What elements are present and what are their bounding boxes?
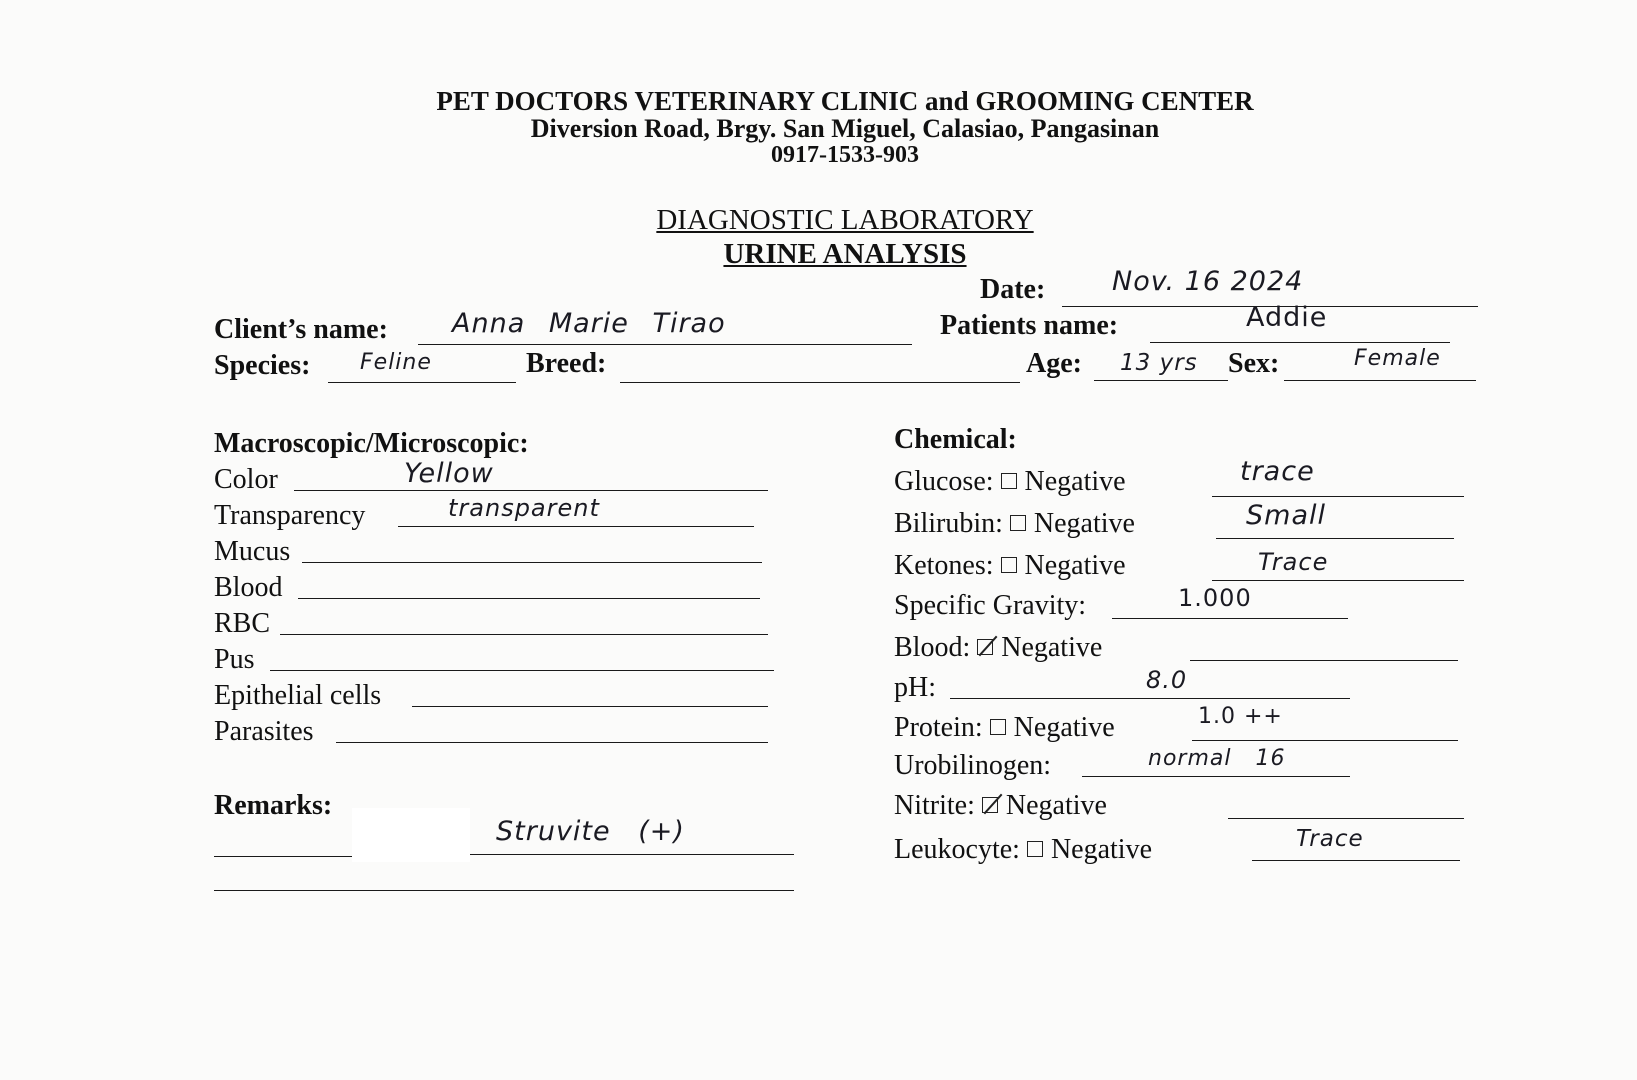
parasites-line[interactable] — [336, 742, 768, 743]
leukocyte-negative-checkbox[interactable] — [1027, 841, 1043, 857]
specific-gravity-value: 1.000 — [1178, 584, 1252, 612]
pus-line[interactable] — [270, 670, 774, 671]
protein-label — [894, 712, 1115, 744]
client-name-value: Anna Marie Tirao — [452, 308, 726, 339]
nitrite-name: Nitrite: — [894, 790, 975, 821]
breed-label: Breed: — [526, 348, 607, 379]
epithelial-cells-label: Epithelial cells — [214, 680, 382, 711]
ph-line[interactable] — [950, 698, 1350, 699]
pus-label: Pus — [214, 644, 255, 675]
age-label: Age: — [1026, 348, 1082, 379]
bilirubin-negative-text: Negative — [1033, 508, 1135, 539]
ketones-line[interactable] — [1212, 580, 1464, 581]
protein-name: Protein: — [894, 712, 983, 743]
parasites-label: Parasites — [214, 716, 314, 747]
specific-gravity-label: Specific Gravity: — [894, 590, 1087, 621]
species-label: Species: — [214, 350, 311, 381]
remarks-label: Remarks: — [214, 790, 333, 821]
date-value: Nov. 16 2024 — [1112, 266, 1304, 297]
client-name-line[interactable] — [418, 344, 912, 345]
protein-value: 1.0 ++ — [1198, 704, 1283, 729]
macro-heading: Macroscopic/Microscopic: — [214, 428, 529, 459]
breed-line[interactable] — [620, 382, 1020, 383]
specific-gravity-line[interactable] — [1112, 618, 1348, 619]
bilirubin-line[interactable] — [1216, 538, 1454, 539]
sex-line[interactable] — [1284, 380, 1476, 381]
client-name-label: Client’s name: — [214, 314, 388, 345]
date-label: Date: — [980, 274, 1046, 305]
patient-name-label: Patients name: — [940, 310, 1119, 341]
patient-name-line[interactable] — [1150, 342, 1450, 343]
ketones-negative-text: Negative — [1024, 550, 1126, 581]
redaction-patch — [352, 808, 470, 862]
glucose-name: Glucose: — [894, 466, 994, 497]
age-value: 13 yrs — [1120, 350, 1198, 376]
clinic-address: Diversion Road, Brgy. San Miguel, Calasiao, Pangasinan — [530, 114, 1160, 143]
glucose-value: trace — [1240, 456, 1315, 487]
bilirubin-name: Bilirubin: — [894, 508, 1003, 539]
leukocyte-name: Leukocyte: — [894, 834, 1020, 865]
chemical-heading: Chemical: — [894, 424, 1017, 455]
color-line[interactable] — [294, 490, 768, 491]
bilirubin-label — [894, 508, 1135, 540]
ketones-negative-checkbox[interactable] — [1001, 557, 1017, 573]
age-line[interactable] — [1094, 380, 1228, 381]
nitrite-negative-checkbox[interactable] — [982, 797, 998, 813]
glucose-negative-checkbox[interactable] — [1001, 473, 1017, 489]
color-value: Yellow — [404, 458, 494, 489]
remarks-line-1a[interactable] — [214, 856, 354, 857]
epithelial-cells-line[interactable] — [412, 706, 768, 707]
blood-chem-line[interactable] — [1190, 660, 1458, 661]
ketones-name: Ketones: — [894, 550, 994, 581]
bilirubin-negative-checkbox[interactable] — [1010, 515, 1026, 531]
ph-label: pH: — [894, 672, 936, 703]
species-line[interactable] — [328, 382, 516, 383]
remarks-line-1b[interactable] — [470, 854, 794, 855]
nitrite-label — [894, 790, 1107, 822]
glucose-negative-text: Negative — [1024, 466, 1126, 497]
patient-name-value: Addie — [1246, 302, 1328, 333]
sex-value: Female — [1354, 346, 1441, 371]
leukocyte-label — [894, 834, 1152, 866]
blood-micro-line[interactable] — [298, 598, 760, 599]
clinic-name: PET DOCTORS VETERINARY CLINIC and GROOMING CENTER — [436, 86, 1254, 116]
blood-chem-label — [894, 632, 1102, 664]
protein-line[interactable] — [1192, 740, 1458, 741]
ketones-label — [894, 550, 1126, 582]
rbc-label: RBC — [214, 608, 271, 639]
mucus-line[interactable] — [302, 562, 762, 563]
transparency-value: transparent — [448, 494, 600, 522]
bilirubin-value: Small — [1246, 500, 1326, 531]
department-title: DIAGNOSTIC LABORATORY — [656, 204, 1034, 236]
clinic-phone: 0917-1533-903 — [771, 142, 919, 168]
blood-micro-label: Blood — [214, 572, 283, 603]
remarks-line-2[interactable] — [214, 890, 794, 891]
mucus-label: Mucus — [214, 536, 291, 567]
leukocyte-value: Trace — [1296, 826, 1364, 852]
remarks-value: Struvite (+) — [496, 816, 685, 847]
protein-negative-text: Negative — [1013, 712, 1115, 743]
glucose-label — [894, 466, 1126, 498]
transparency-label: Transparency — [214, 500, 366, 531]
transparency-line[interactable] — [398, 526, 754, 527]
glucose-line[interactable] — [1212, 496, 1464, 497]
nitrite-line[interactable] — [1228, 818, 1464, 819]
sex-label: Sex: — [1228, 348, 1280, 379]
blood-negative-checkbox[interactable] — [977, 639, 993, 655]
form-title: URINE ANALYSIS — [723, 238, 967, 270]
urobilinogen-line[interactable] — [1082, 776, 1350, 777]
blood-negative-text: Negative — [1001, 632, 1103, 663]
ketones-value: Trace — [1258, 548, 1329, 576]
rbc-line[interactable] — [280, 634, 768, 635]
blood-chem-name: Blood: — [894, 632, 971, 663]
protein-negative-checkbox[interactable] — [990, 719, 1006, 735]
nitrite-negative-text: Negative — [1005, 790, 1107, 821]
color-label: Color — [214, 464, 278, 495]
ph-value: 8.0 — [1146, 666, 1188, 694]
urobilinogen-label: Urobilinogen: — [894, 750, 1052, 781]
urobilinogen-value: normal 16 — [1148, 746, 1286, 771]
species-value: Feline — [360, 350, 432, 375]
leukocyte-negative-text: Negative — [1050, 834, 1153, 865]
leukocyte-line[interactable] — [1252, 860, 1460, 861]
